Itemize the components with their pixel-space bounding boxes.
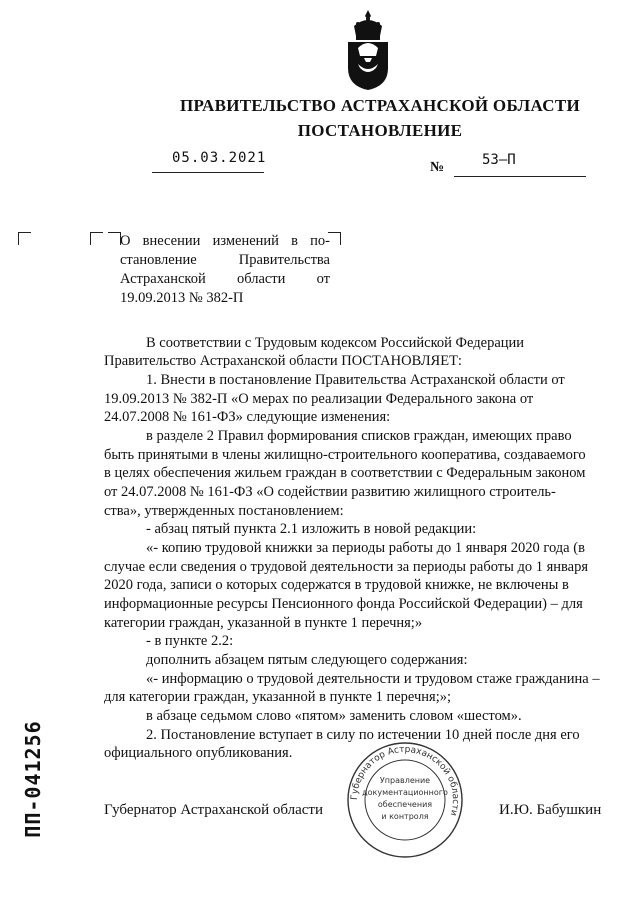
subject-word: по- (310, 233, 330, 249)
stamp-line: и контроля (381, 812, 429, 821)
stamp-ring-text: Губернатор Астраханской области (349, 744, 461, 817)
body-line: в разделе 2 Правил формирования списков граждан, имеющих право (146, 428, 572, 444)
body-line: случае если сведения о трудовой деятельности за периоды работы до 1 января (104, 559, 589, 575)
subject-word: становление (120, 252, 197, 268)
body-line: ства», утвержденных постановлением: (104, 503, 344, 519)
subject-word: Астраханской (120, 271, 206, 287)
body-line: быть принятыми в члены жилищно-строительного кооператива, создаваемого (104, 447, 586, 463)
corner-mark (90, 232, 103, 245)
subject-word: от (316, 271, 330, 287)
subject-word: области (236, 271, 286, 287)
subject-word: 19.09.2013 № 382-П (120, 290, 244, 306)
body-line: категории граждан, указанной в пункте 1 перечня;» (104, 615, 423, 631)
body-line: от 24.07.2008 № 161-ФЗ «О содействии развитию жилищного строитель- (104, 484, 556, 500)
stamp-line: обеспечения (377, 800, 433, 809)
body-line: информационные ресурсы Пенсионного фонда Российской Федерации) – для (104, 596, 583, 612)
organization-title: ПРАВИТЕЛЬСТВО АСТРАХАНСКОЙ ОБЛАСТИ (180, 96, 580, 115)
subject-line (120, 270, 330, 289)
body-line: В соответствии с Трудовым кодексом Российской Федерации (146, 335, 525, 351)
signatory-name: И.Ю. Бабушкин (499, 802, 602, 818)
subject-line (120, 289, 330, 308)
corner-mark-left (18, 232, 31, 245)
body-line: 1. Внести в постановление Правительства Астраханской области от (146, 372, 565, 388)
subject-word: внесении (142, 233, 201, 249)
body-line: 19.09.2013 № 382-П «О мерах по реализации Федерального закона от (104, 391, 534, 407)
document-date: 05.03.2021 (172, 150, 267, 166)
serial-number-text: ПП-041256 (21, 720, 45, 838)
body-line: в абзаце седьмом слово «пятом» заменить словом «шестом». (146, 708, 522, 724)
subject-word: Правительства (238, 252, 330, 268)
subject-word: изменений (212, 233, 279, 249)
body-line: Правительство Астраханской области ПОСТАНОВЛЯЕТ: (104, 353, 462, 369)
document-type-title: ПОСТАНОВЛЕНИЕ (297, 121, 463, 140)
body-line: 2020 года, записи о которых содержатся в трудовой книжке, не включены в (104, 577, 569, 593)
body-line: «- информацию о трудовой деятельности и трудовом стаже гражданина – (146, 671, 600, 687)
serial-number (18, 714, 48, 844)
coat-of-arms-emblem (340, 8, 396, 92)
document-number: 53–П (482, 152, 516, 168)
body-line: дополнить абзацем пятым следующего содержания: (146, 652, 468, 668)
body-line: официального опубликования. (104, 745, 293, 761)
document-subject (120, 232, 330, 308)
body-line: 2. Постановление вступает в силу по истечении 10 дней после дня его (146, 727, 580, 743)
body-line: - абзац пятый пункта 2.1 изложить в новой редакции: (146, 521, 477, 537)
subject-word: в (291, 233, 298, 249)
body-line: 24.07.2008 № 161-ФЗ» следующие изменения: (104, 409, 391, 425)
body-line: для категории граждан, указанной в пункте 1 перечня;»; (104, 689, 452, 705)
date-underline (152, 172, 264, 173)
stamp-line: Управление (379, 776, 431, 785)
body-line: «- копию трудовой книжки за периоды работы до 1 января 2020 года (в (146, 540, 585, 556)
subject-line (120, 251, 330, 270)
official-stamp (345, 740, 465, 860)
subject-line (120, 232, 330, 251)
signatory-title: Губернатор Астраханской области (104, 802, 324, 818)
number-underline (454, 176, 586, 177)
stamp-line: документационного (362, 788, 448, 797)
body-line: - в пункте 2.2: (146, 633, 234, 649)
number-label: № (430, 160, 445, 175)
body-line: в целях обеспечения жильем граждан в соответствии с Федеральным законом (104, 465, 586, 481)
subject-word: О (120, 233, 131, 249)
